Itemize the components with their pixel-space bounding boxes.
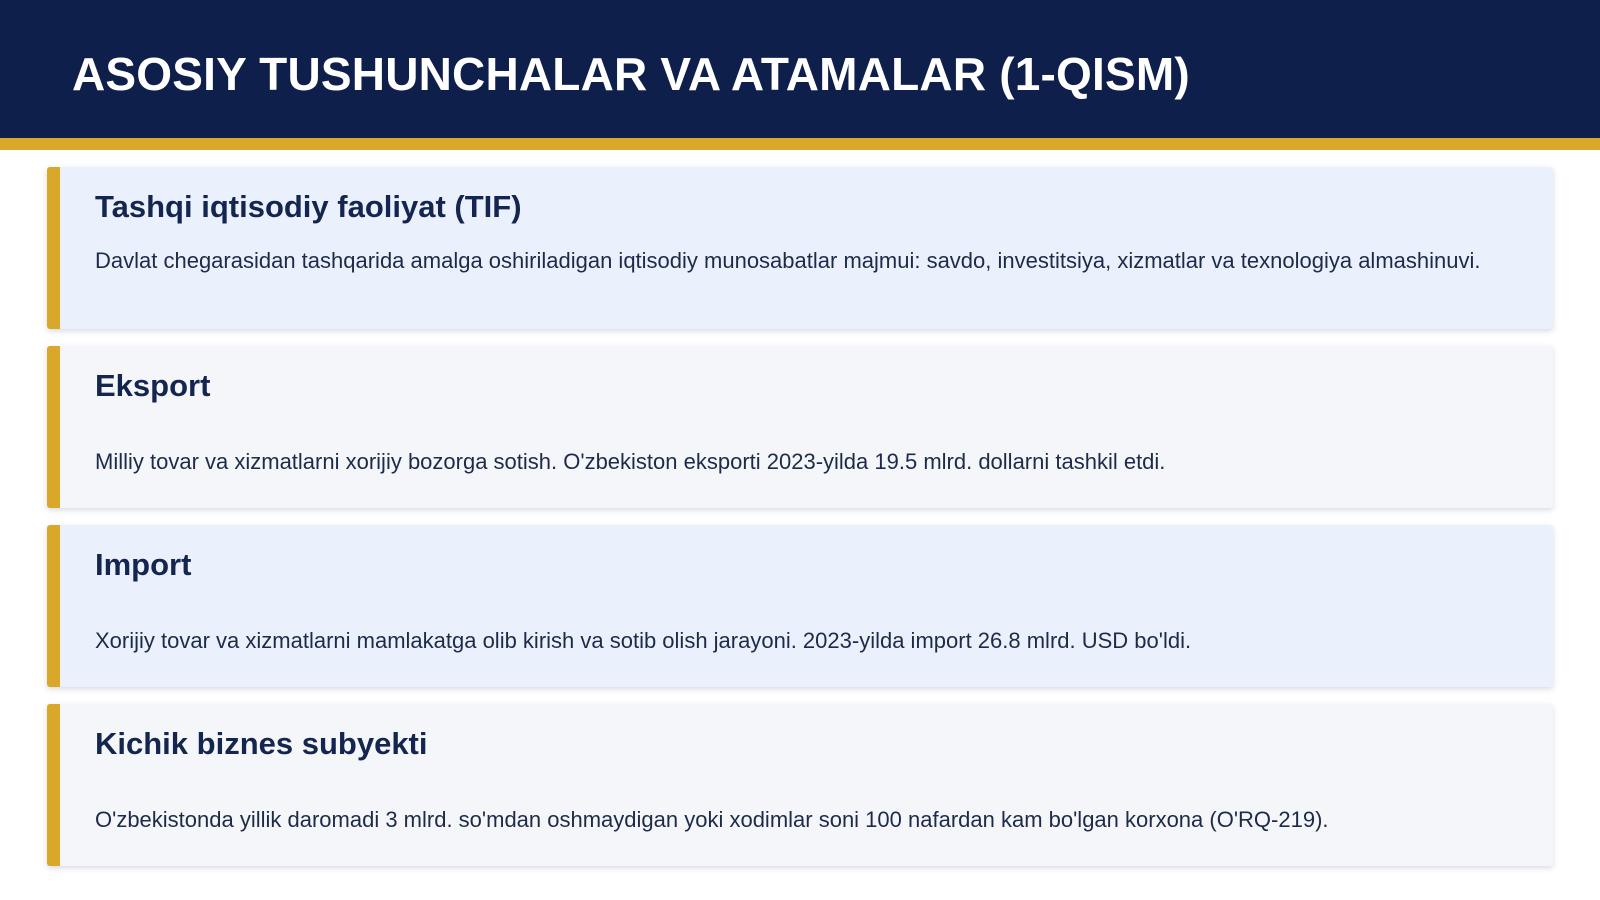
- term-definition: Davlat chegarasidan tashqarida amalga oshiriladigan iqtisodiy munosabatlar majmui: savdo, investitsiya, xizmatlar va texnologiya almashinuvi.: [95, 248, 1481, 273]
- term-card-list: [47, 167, 1553, 883]
- term-title: Import: [95, 547, 192, 582]
- term-title: Kichik biznes subyekti: [95, 726, 428, 761]
- slide-header: [0, 0, 1600, 138]
- term-definition: O'zbekistonda yillik daromadi 3 mlrd. so'mdan oshmaydigan yoki xodimlar soni 100 nafardan kam bo'lgan korxona (O'RQ-219).: [95, 807, 1329, 832]
- term-card-kichik-biznes: [47, 704, 1553, 866]
- term-definition: Milliy tovar va xizmatlarni xorijiy bozorga sotish. O'zbekiston eksporti 2023-yilda 19.5 mlrd. dollarni tashkil etdi.: [95, 449, 1166, 474]
- term-title: Eksport: [95, 368, 211, 403]
- term-card-import: [47, 525, 1553, 687]
- slide-title: ASOSIY TUSHUNCHALAR VA ATAMALAR (1-QISM): [72, 48, 1190, 100]
- term-card-tif: [47, 167, 1553, 329]
- header-accent-stripe: [0, 138, 1600, 150]
- term-title: Tashqi iqtisodiy faoliyat (TIF): [95, 189, 522, 224]
- term-definition: Xorijiy tovar va xizmatlarni mamlakatga olib kirish va sotib olish jarayoni. 2023-yilda import 26.8 mlrd. USD bo'ldi.: [95, 628, 1192, 653]
- term-card-eksport: [47, 346, 1553, 508]
